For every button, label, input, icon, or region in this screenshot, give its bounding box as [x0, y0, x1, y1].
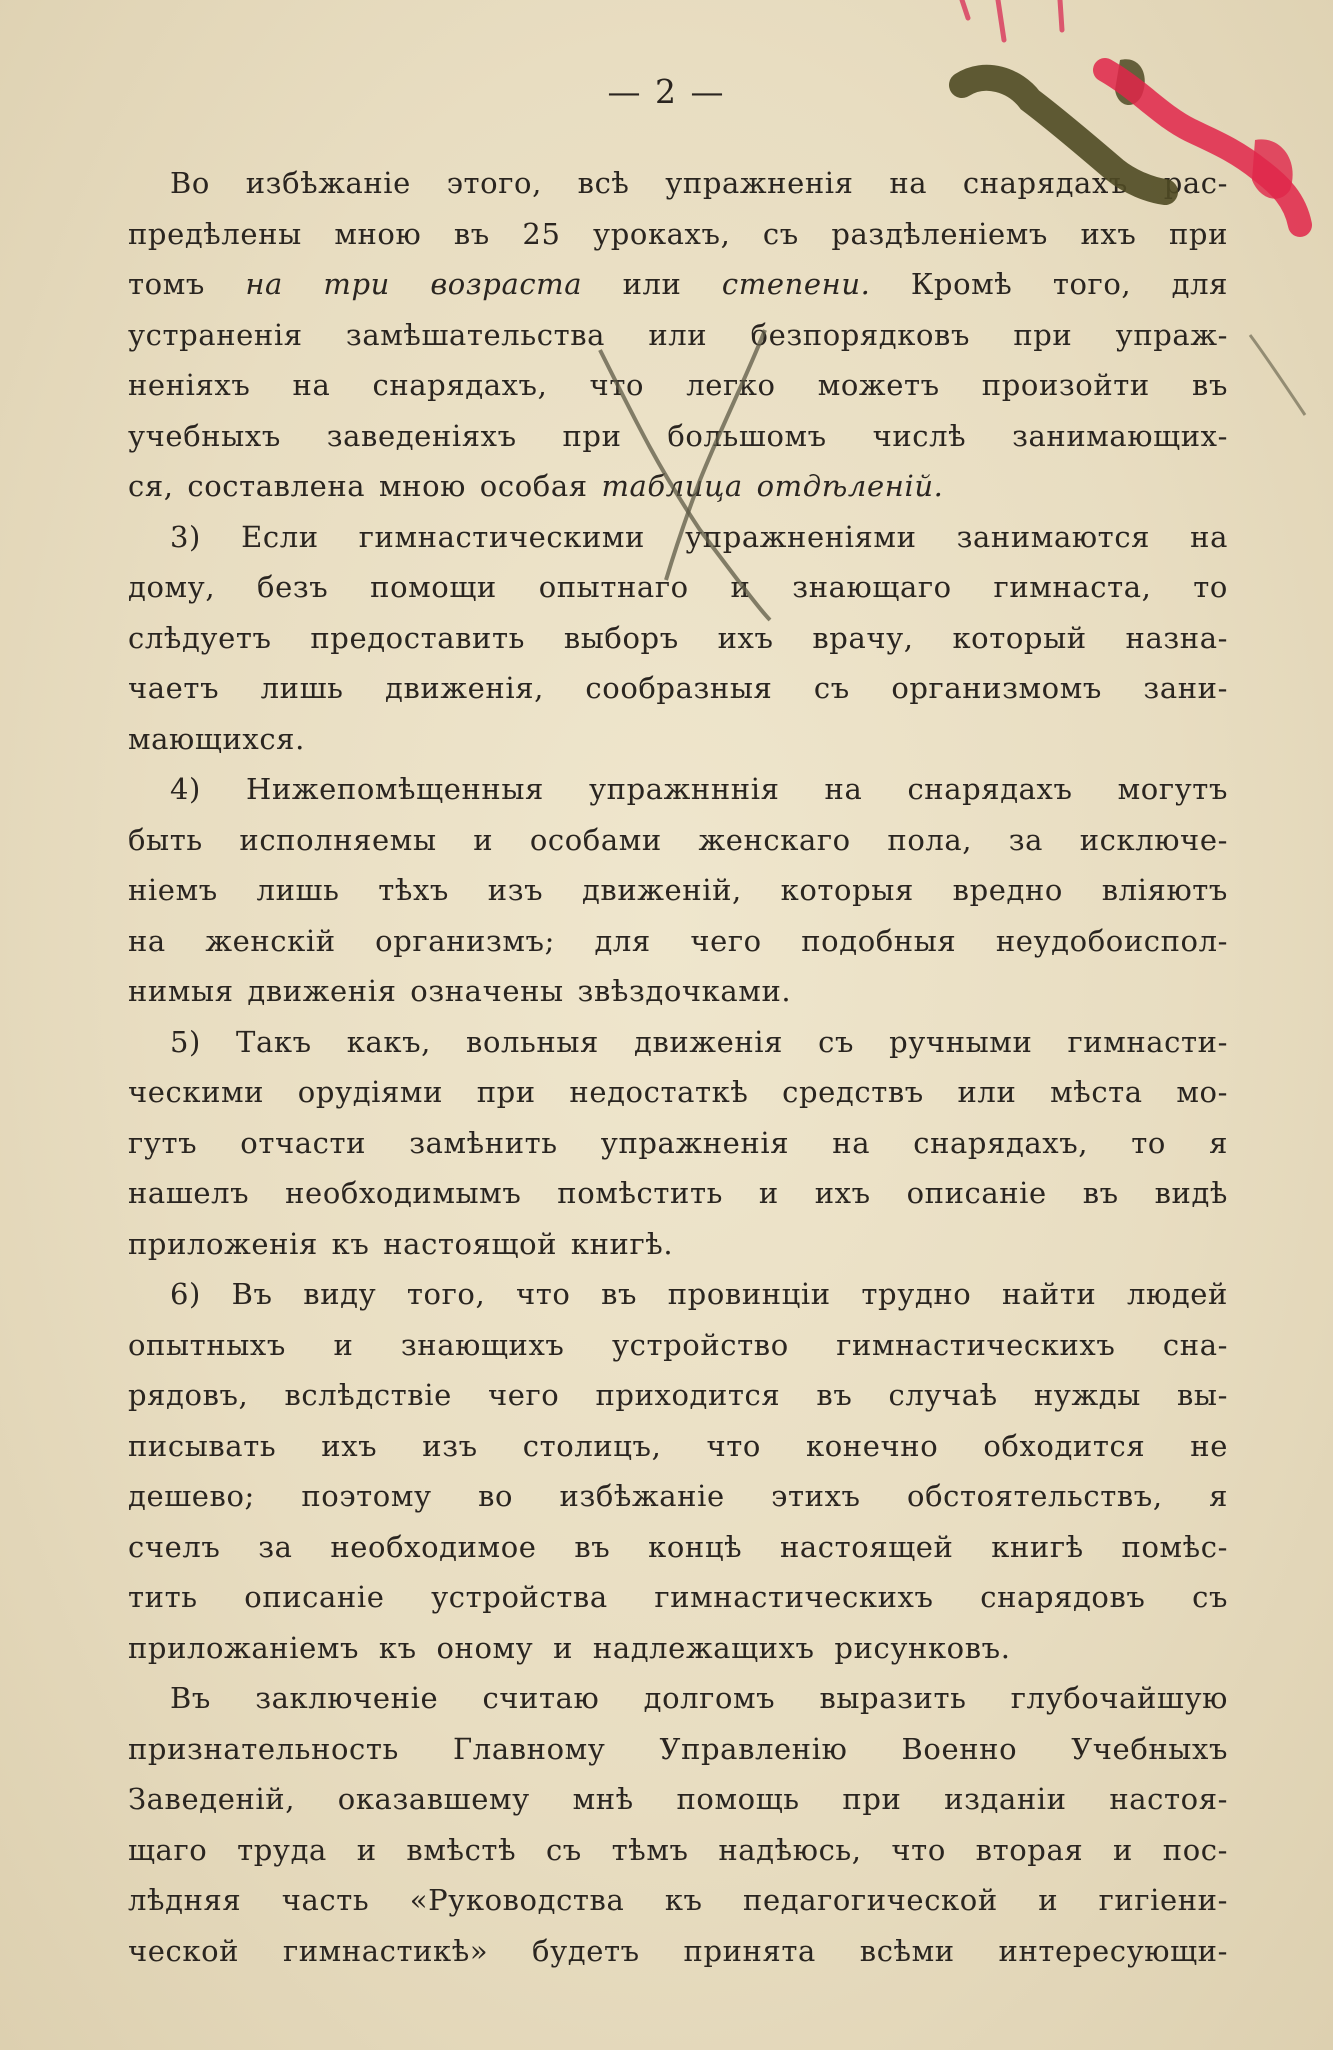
text-run: Кромѣ того, для — [870, 267, 1228, 301]
text-run: неніяхъ на снарядахъ, что легко можетъ произойти въ — [128, 368, 1228, 402]
text-run: устраненія замѣшательства или безпорядковъ при упраж- — [128, 317, 1228, 352]
red-pencil-mark-top — [962, 0, 1062, 40]
text-run: приложаніемъ къ оному и надлежащихъ рисунковъ. — [128, 1630, 1011, 1665]
text-run: учебныхъ заведеніяхъ при большомъ числѣ занимающих- — [128, 418, 1228, 453]
text-run: предѣлены мною въ 25 урокахъ, съ раздѣленіемъ ихъ при — [128, 216, 1228, 251]
italic-text: степени. — [721, 267, 871, 301]
pencil-cross-mark — [600, 350, 770, 620]
text-run: счелъ за необходимое въ концѣ настоящей книгѣ помѣс- — [128, 1529, 1228, 1564]
text-run: или — [582, 267, 722, 301]
text-run: ніемъ лишь тѣхъ изъ движеній, которыя вредно вліяютъ — [128, 873, 1228, 907]
text-run: тить описаніе устройства гимнастическихъ снарядовъ съ — [128, 1580, 1228, 1614]
text-run: рядовъ, вслѣдствіе чего приходится въ случаѣ нужды вы- — [128, 1378, 1228, 1412]
text-run: чаетъ лишь движенія, сообразныя съ организмомъ зани- — [128, 671, 1228, 705]
text-run: мающихся. — [128, 721, 305, 756]
text-run: на женскій организмъ; для чего подобныя неудобоиспол- — [128, 923, 1228, 958]
text-run: Въ заключеніе считаю долгомъ выразить глубочайшую — [170, 1681, 1228, 1715]
text-run: томъ — [128, 267, 246, 301]
text-run: Во избѣжаніе этого, всѣ упражненія на снарядахъ рас- — [170, 166, 1228, 200]
text-run: быть исполняемы и особами женскаго пола, за исключе- — [128, 822, 1228, 857]
text-run: приложенія къ настоящой книгѣ. — [128, 1226, 674, 1261]
text-run: ческой гимнастикѣ» будетъ принята всѣми интересующи- — [128, 1933, 1228, 1968]
text-run: 5) Такъ какъ, вольныя движенія съ ручными гимнасти- — [170, 1024, 1228, 1059]
italic-text: на три возраста — [245, 267, 583, 301]
pencil-cross-mark-2 — [666, 330, 765, 580]
text-run: гутъ отчасти замѣнить упражненія на снарядахъ, то я — [128, 1125, 1228, 1160]
text-run: дешево; поэтому во избѣжаніе этихъ обстоятельствъ, я — [128, 1479, 1228, 1513]
text-run: опытныхъ и знающихъ устройство гимнастическихъ сна- — [128, 1327, 1228, 1362]
italic-text: таблица отдѣленій. — [601, 469, 944, 503]
text-run: 4) Нижепомѣщенныя упражнннія на снарядахъ могутъ — [170, 772, 1228, 806]
text-run: щаго труда и вмѣстѣ съ тѣмъ надѣюсь, что вторая и пос- — [128, 1832, 1228, 1867]
text-run: дому, безъ помощи опытнаго и знающаго гимнаста, то — [128, 570, 1228, 604]
pencil-stroke-right — [1250, 335, 1305, 415]
page-number: — 2 — — [607, 72, 726, 111]
text-run: лѣдняя часть «Руководства къ педагогической и гигіени- — [128, 1883, 1228, 1917]
text-run: писывать ихъ изъ столицъ, что конечно обходится не — [128, 1428, 1228, 1463]
red-ink-blob — [1252, 139, 1293, 198]
text-run: Заведеній, оказавшему мнѣ помощь при изданіи настоя- — [128, 1782, 1228, 1816]
text-run: ся, составлена мною особая — [128, 469, 602, 503]
text-run: слѣдуетъ предоставить выборъ ихъ врачу, который назна- — [128, 620, 1228, 655]
text-run: 6) Въ виду того, что въ провинціи трудно найти людей — [170, 1277, 1228, 1311]
text-run: нимыя движенія означены звѣздочками. — [128, 974, 792, 1008]
text-run: ческими орудіями при недостаткѣ средствъ или мѣста мо- — [128, 1075, 1228, 1109]
text-run: 3) Если гимнастическими упражненіями занимаются на — [170, 519, 1228, 554]
text-run: нашелъ необходимымъ помѣстить и ихъ описаніе въ видѣ — [128, 1176, 1228, 1210]
text-run: признательность Главному Управленію Военно Учебныхъ — [128, 1731, 1228, 1766]
